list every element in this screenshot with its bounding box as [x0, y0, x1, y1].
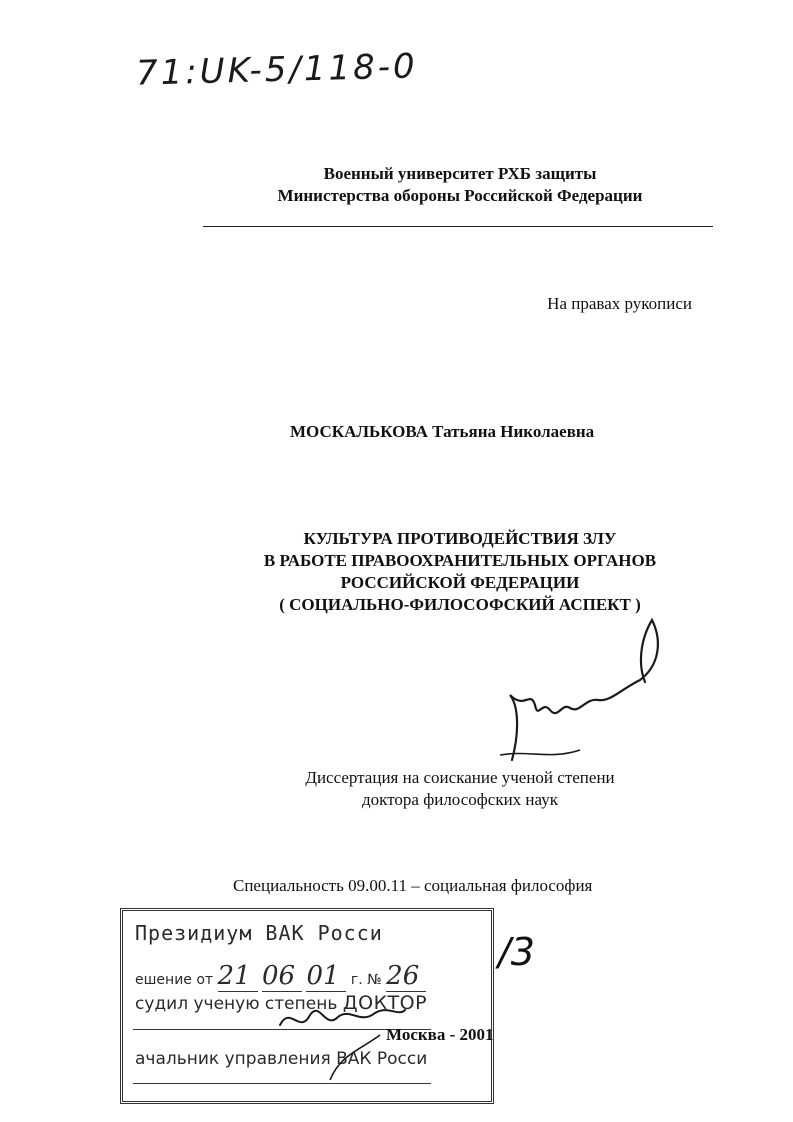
title-line-2: В РАБОТЕ ПРАВООХРАНИТЕЛЬНЫХ ОРГАНОВ	[263, 551, 657, 570]
city-year: Москва - 2001	[386, 1025, 494, 1044]
handwritten-catalog-code: 71:UK-5/118-0	[135, 46, 419, 94]
header-divider	[203, 226, 713, 227]
stamp-decision-day: 21	[218, 961, 258, 992]
organization-header	[200, 163, 720, 207]
author-name: МОСКАЛЬКОВА Татьяна Николаевна	[290, 422, 595, 441]
handwritten-number: /3	[498, 930, 535, 974]
manuscript-note: На правах рукописи	[547, 294, 692, 313]
stamp-decision-month: 06	[262, 961, 302, 992]
stamp-year-suffix: г.	[350, 972, 363, 988]
stamp-number-label: №	[367, 972, 382, 988]
org-line-2: Министерства обороны Российской Федерации	[277, 186, 643, 205]
stamp-chief-line: ачальник управления ВАК Росси	[135, 1049, 428, 1069]
stamp-decision-year: 01	[306, 961, 346, 992]
stamp-award-label: судил ученую степень	[135, 994, 338, 1014]
author-signature-icon	[490, 610, 670, 770]
stamp-decision-label: ешение от	[135, 972, 214, 988]
stamp-title: Президиум ВАК Росси	[135, 921, 383, 945]
title-line-1: КУЛЬТУРА ПРОТИВОДЕЙСТВИЯ ЗЛУ	[303, 529, 617, 548]
stamp-number-value: 26	[386, 961, 426, 992]
stamp-degree: ДОКТОР	[342, 992, 428, 1014]
dissertation-title	[200, 528, 720, 616]
stamp-decision-line	[135, 961, 483, 992]
title-line-4: ( СОЦИАЛЬНО-ФИЛОСОФСКИЙ АСПЕКТ )	[279, 595, 641, 614]
degree-line-2: доктора философских наук	[362, 790, 558, 809]
title-line-3: РОССИЙСКОЙ ФЕДЕРАЦИИ	[340, 573, 580, 592]
specialty: Специальность 09.00.11 – социальная философия	[233, 876, 593, 895]
degree-line-1: Диссертация на соискание ученой степени	[305, 768, 615, 787]
org-line-1: Военный университет РХБ защиты	[323, 164, 597, 183]
dissertation-degree	[200, 767, 720, 811]
